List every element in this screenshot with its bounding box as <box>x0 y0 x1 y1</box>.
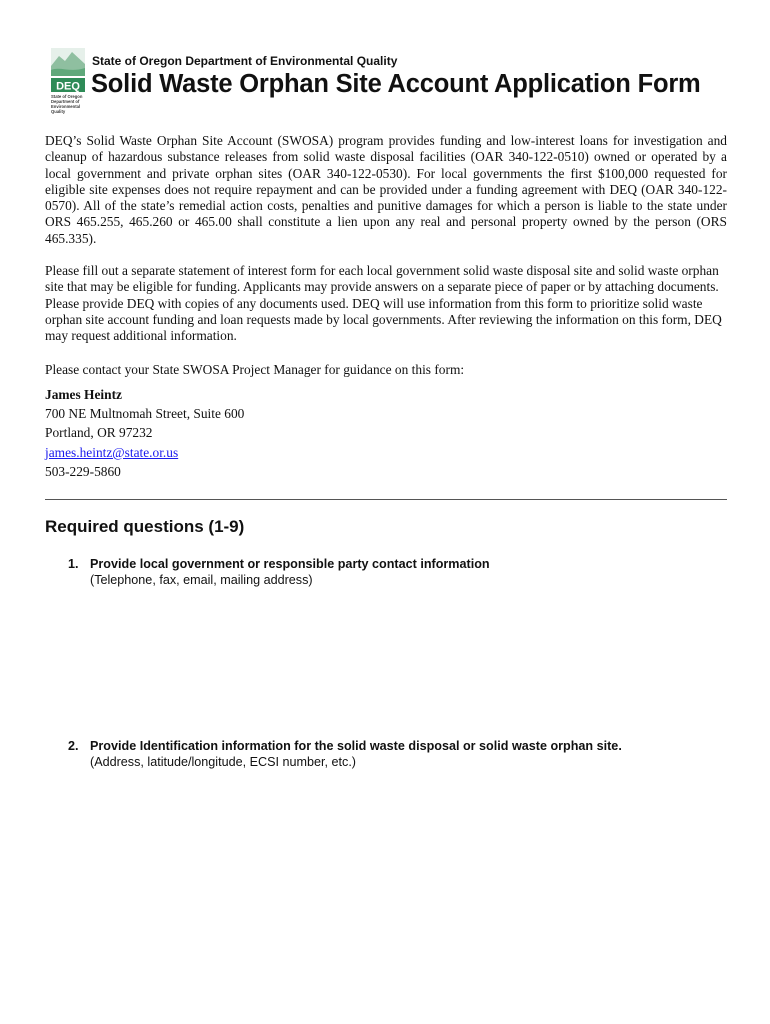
section-divider <box>45 499 727 500</box>
question-number: 2. <box>68 739 79 753</box>
question-1 <box>68 557 728 597</box>
logo-caption-line: Department of <box>51 99 80 104</box>
form-title: Solid Waste Orphan Site Account Application Form <box>91 70 701 98</box>
question-hint: (Telephone, fax, email, mailing address) <box>90 573 313 587</box>
section-title: Required questions (1-9) <box>45 517 245 536</box>
intro-paragraph: DEQ’s Solid Waste Orphan Site Account (SWOSA) program provides funding and low-interest loans for investigation and cleanup of hazardous substance releases from solid waste disposal facilities (OAR 340-122-0510) owned or operated by a local government and private orphan sites (OAR 340-122-0530). For local governments the first $100,000 requested for eligible site expenses does not require repayment and can be provided under a funding agreement with DEQ (OAR 340-122-0570). All of the state’s remedial action costs, penalties and punitive damages for which a person is liable to the state under ORS 465.255, 465.260 or 465.00 shall constitute a lien upon any real and personal property owned by the person (ORS 465.335). <box>45 133 727 246</box>
logo-caption-line: State of Oregon <box>51 94 83 99</box>
contact-email-link[interactable]: james.heintz@state.or.us <box>45 444 179 460</box>
answer-area-1[interactable] <box>90 595 726 730</box>
contact-name: James Heintz <box>45 387 122 402</box>
contact-street: 700 NE Multnomah Street, Suite 600 <box>45 406 245 422</box>
question-text: Provide Identification information for the solid waste disposal or solid waste orphan site. <box>90 739 622 753</box>
logo-caption-line: Quality <box>51 109 66 114</box>
form-header <box>50 44 740 124</box>
contact-city: Portland, OR 97232 <box>45 425 153 441</box>
answer-area-2[interactable] <box>90 777 726 1012</box>
question-hint: (Address, latitude/longitude, ECSI number, etc.) <box>90 755 357 769</box>
contact-block <box>45 385 244 481</box>
deq-logo-icon <box>50 44 86 120</box>
logo-wordmark: DEQ <box>56 80 80 93</box>
contact-prompt: Please contact your State SWOSA Project Manager for guidance on this form: <box>45 362 465 377</box>
contact-phone: 503-229-5860 <box>45 463 121 479</box>
question-2 <box>68 739 728 779</box>
question-text: Provide local government or responsible party contact information <box>90 557 490 571</box>
question-number: 1. <box>68 557 79 571</box>
agency-name: State of Oregon Department of Environmental Quality <box>92 54 398 68</box>
logo-caption-line: Environmental <box>51 104 81 109</box>
instructions-paragraph: Please fill out a separate statement of interest form for each local government solid waste disposal site and solid waste orphan site that may be eligible for funding. Applicants may provide answers on a separate piece of paper or by attaching documents. Please provide DEQ with copies of any documents used. DEQ will use information from this form to prioritize solid waste orphan site account funding and loan requests made by local governments. After reviewing the information on this form, DEQ may request additional information. <box>45 263 722 344</box>
